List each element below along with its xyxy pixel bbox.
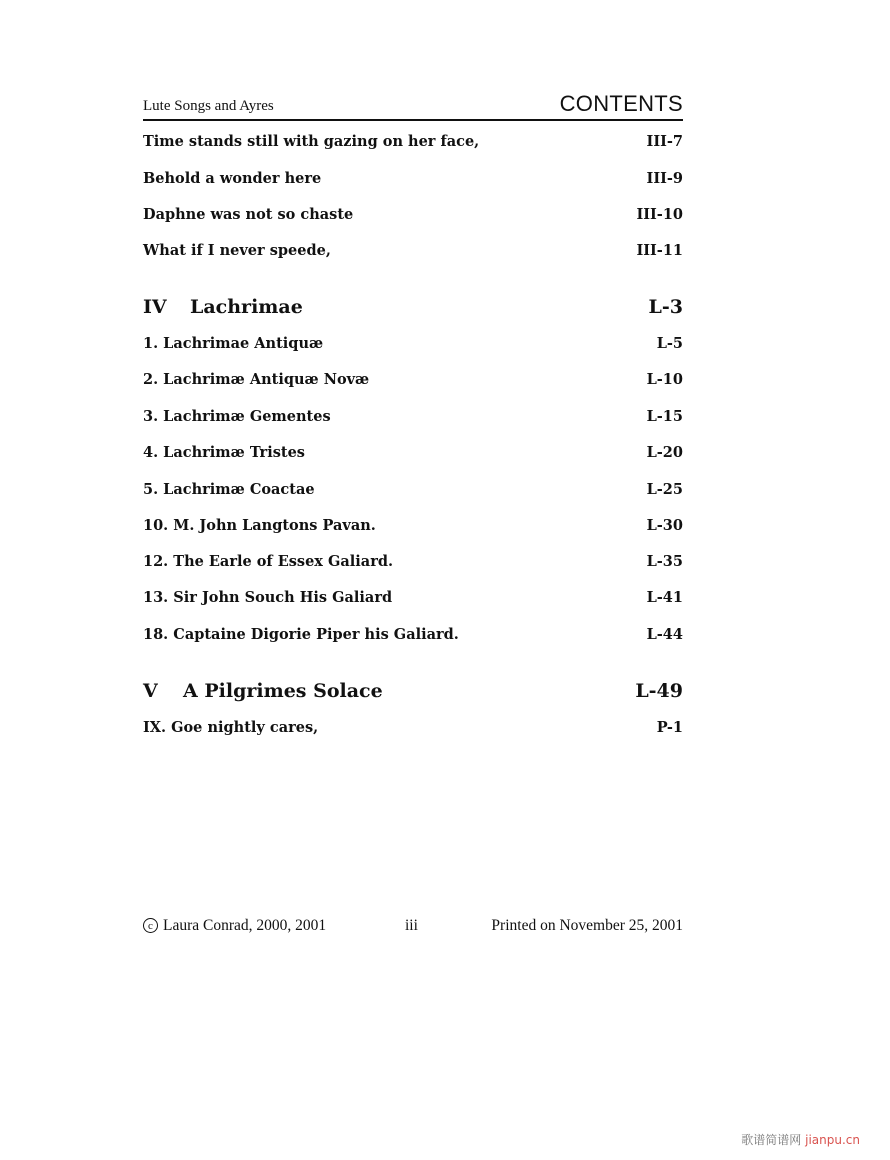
toc-entry-title: 4. Lachrimæ Tristes — [143, 444, 305, 461]
toc-entry — [143, 133, 683, 155]
toc-entry — [143, 371, 683, 393]
toc-entry-title: 18. Captaine Digorie Piper his Galiard. — [143, 626, 459, 643]
watermark — [741, 1131, 860, 1148]
toc-entry-page: L-35 — [646, 553, 683, 570]
toc-entry-title: 12. The Earle of Essex Galiard. — [143, 553, 394, 570]
toc-entry — [143, 626, 683, 648]
toc-entry — [143, 553, 683, 575]
toc-entry-page: L-10 — [646, 371, 683, 388]
toc-entry-page: III-7 — [646, 133, 683, 150]
section-heading-v — [143, 680, 683, 708]
section-title: A Pilgrimes Solace — [183, 680, 383, 702]
toc-entry-page: L-20 — [646, 444, 683, 461]
toc-entry — [143, 408, 683, 430]
toc-entry — [143, 719, 683, 741]
section-heading-iv — [143, 296, 683, 324]
running-title: Lute Songs and Ayres — [143, 98, 274, 114]
watermark-text: 歌谱简谱网 — [741, 1133, 802, 1147]
copyright-notice — [143, 917, 326, 935]
toc-entry-page: L-41 — [646, 589, 683, 606]
toc-entry-title: 5. Lachrimæ Coactae — [143, 481, 315, 498]
toc-entry — [143, 170, 683, 192]
toc-entry — [143, 444, 683, 466]
toc-entry-page: L-44 — [646, 626, 683, 643]
section-page: L-3 — [648, 296, 683, 318]
toc-entry-page: L-25 — [646, 481, 683, 498]
toc-entry-title: 10. M. John Langtons Pavan. — [143, 517, 376, 534]
toc-entry-title: Time stands still with gazing on her face, — [143, 133, 480, 150]
toc-entry-title: 2. Lachrimæ Antiquæ Novæ — [143, 371, 370, 388]
toc-entry-title: 13. Sir John Souch His Galiard — [143, 589, 393, 606]
watermark-url: jianpu.cn — [805, 1133, 860, 1147]
toc-entry — [143, 206, 683, 228]
copyright-text: Laura Conrad, 2000, 2001 — [163, 917, 327, 934]
toc-entry — [143, 589, 683, 611]
toc-entry-title: Daphne was not so chaste — [143, 206, 354, 223]
toc-entry — [143, 481, 683, 503]
toc-entry-page: III-10 — [636, 206, 683, 223]
toc-entry — [143, 335, 683, 357]
section-title: Lachrimae — [190, 296, 303, 318]
toc-entry-page: L-5 — [656, 335, 683, 352]
toc-entry-page: III-11 — [636, 242, 683, 259]
page-header — [143, 86, 683, 121]
printed-date: Printed on November 25, 2001 — [491, 917, 683, 934]
toc-entry — [143, 517, 683, 539]
toc-entry-page: P-1 — [656, 719, 683, 736]
toc-entry-page: L-30 — [646, 517, 683, 534]
toc-entry-page: L-15 — [646, 408, 683, 425]
toc-entry — [143, 242, 683, 264]
toc-entry-title: 3. Lachrimæ Gementes — [143, 408, 331, 425]
contents-heading: CONTENTS — [559, 91, 683, 116]
toc-entry-title: IX. Goe nightly cares, — [143, 719, 319, 736]
toc-entry-title: What if I never speede, — [143, 242, 331, 259]
section-number: V — [143, 680, 158, 702]
copyright-icon: c — [143, 918, 158, 933]
toc-entry-title: 1. Lachrimae Antiquæ — [143, 335, 324, 352]
page-number: iii — [405, 917, 418, 934]
page-footer — [143, 917, 683, 939]
toc-entry-title: Behold a wonder here — [143, 170, 322, 187]
section-page: L-49 — [635, 680, 683, 702]
section-number: IV — [143, 296, 167, 318]
toc-entry-page: III-9 — [646, 170, 683, 187]
